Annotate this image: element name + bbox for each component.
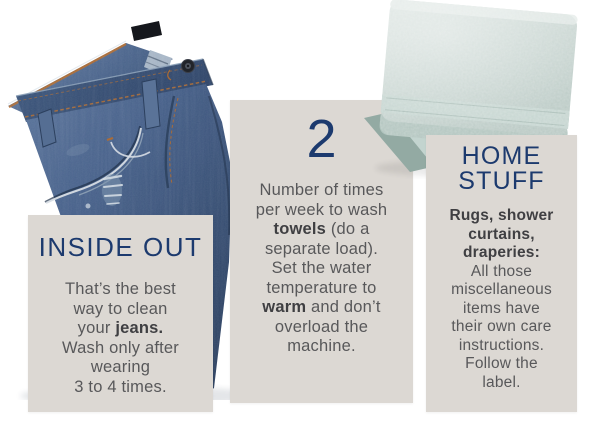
inside-out-heading: INSIDE OUT [38,232,203,262]
jeans-label-patch [131,21,162,41]
step-number: 2 [306,109,337,169]
towel-tip-body: Number of times per week to wash towels (do a separate load). Set the water temperature to warm and don’t overload the machine. [255,181,388,355]
inside-out-body: That’s the best way to clean your jeans. Wash only after wearing 3 to 4 times. [61,280,180,396]
home-stuff-card [426,135,577,412]
home-stuff-body: Rugs, shower curtains, draperies: All those miscellaneous items have their own care instructions. Follow the label. [449,207,554,391]
towel-body [374,0,582,155]
home-stuff-heading: HOME STUFF [458,142,545,195]
inside-out-card [28,215,213,412]
